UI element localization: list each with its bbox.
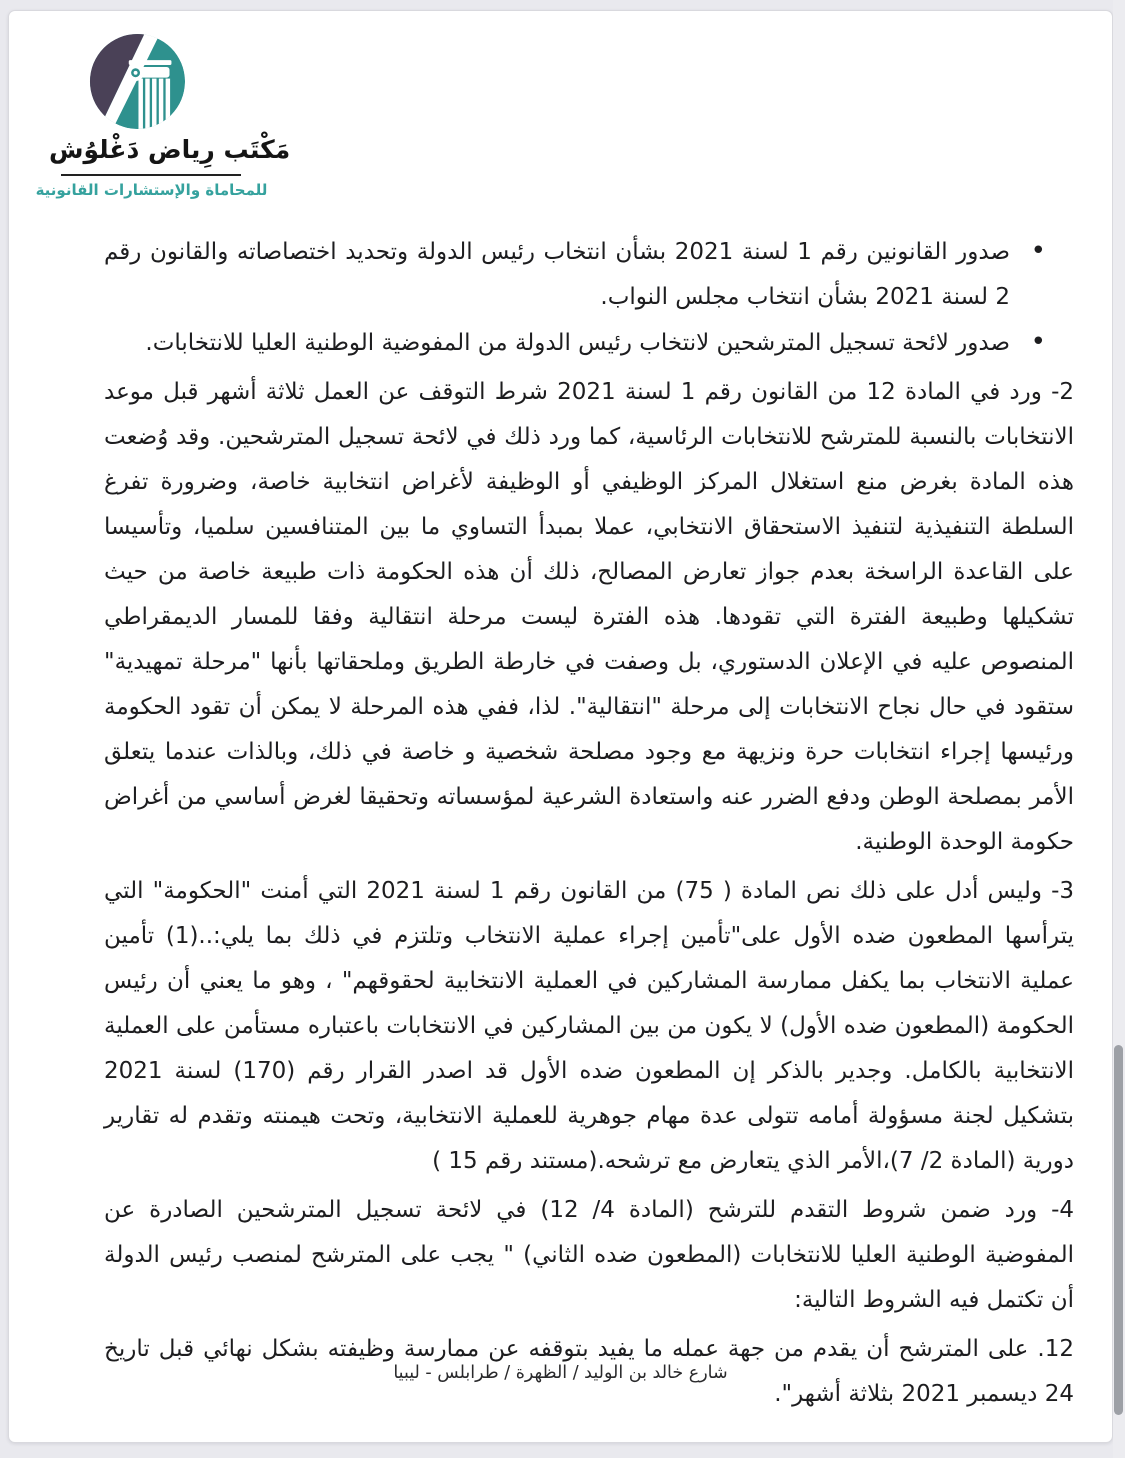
bullet-list (104, 229, 1046, 366)
paragraph-text: على المترشح أن يقدم من جهة عمله ما يفيد بتوقفه عن ممارسة وظيفته بشكل نهائي قبل تاريخ 24 ديسمبر 2021 بثلاثة أشهر". (104, 1336, 1074, 1407)
paragraph-number: 12. (1037, 1336, 1075, 1362)
document-page (8, 10, 1113, 1443)
office-tagline: للمحاماة والإستشارات القانونية (35, 181, 268, 199)
paragraph-4 (104, 1188, 1074, 1323)
paragraph-text: ورد في المادة 12 من القانون رقم 1 لسنة 2021 شرط التوقف عن العمل ثلاثة أشهر قبل موعد الانتخابات بالنسبة للمترشح للانتخابات الرئاسية، كما ورد ذلك في لائحة تسجيل المترشحين. وقد وُضعت هذه المادة بغرض منع استغلال المركز الوظيفي أو الوظيفة لأغراض انتخابية خاصة، وضرورة تفرغ السلطة التنفيذية لتنفيذ الاستحقاق الانتخابي، عملا بمبدأ التساوي ما بين المتنافسين سلميا، وتأسيسا على القاعدة الراسخة بعدم جواز تعارض المصالح، ذلك أن هذه الحكومة ذات طبيعة خاصة من حيث تشكيلها وطبيعة الفترة التي تقودها. هذه الفترة ليست مرحلة انتقالية وفقا للمسار الديمقراطي المنصوص عليه في الإعلان الدستوري، بل وصفت في خارطة الطريق وملحقاتها بأنها "مرحلة تمهيدية" ستقود في حال نجاح الانتخابات إلى مرحلة "انتقالية". لذا، ففي هذه المرحلة لا يمكن أن تقود الحكومة ورئيسها إجراء انتخابات حرة ونزيهة مع وجود مصلحة شخصية و خاصة في ذلك، وبالذات عندما يتعلق الأمر بمصلحة الوطن ودفع الضرر عنه واستعادة الشرعية لمؤسساته وتحقيقا لغرض أساسي من أغراض حكومة الوحدة الوطنية. (104, 379, 1074, 855)
scrollbar[interactable] (1113, 0, 1125, 1458)
paragraph-number: 4- (1051, 1197, 1075, 1223)
paragraph-number: 2- (1051, 379, 1075, 405)
footer-address: شارع خالد بن الوليد / الظهرة / طرابلس - ليبيا (393, 1363, 728, 1383)
paragraph-2 (104, 370, 1074, 865)
paragraph-number: 3- (1051, 878, 1075, 904)
paragraph-text: وليس أدل على ذلك نص المادة ( 75) من القانون رقم 1 لسنة 2021 التي أمنت "الحكومة" التي يترأسها المطعون ضده الأول على"تأمين إجراء عملية الانتخاب وتلتزم في ذلك بما يلي:..(1) تأمين عملية الانتخاب بما يكفل ممارسة المشاركين في العملية الانتخابية لحقوقهم" ، وهو ما يعني أن رئيس الحكومة (المطعون ضده الأول) لا يكون من بين المشاركين في الانتخابات باعتباره مستأمن على العملية الانتخابية بالكامل. وجدير بالذكر إن المطعون ضده الأول قد اصدر القرار رقم (170) لسنة 2021 بتشكيل لجنة مسؤولة أمامه تتولى عدة مهام جوهرية للعملية الانتخابية، وتحت هيمنته وتقدم له تقارير دورية (المادة 2/ 7)،الأمر الذي يتعارض مع ترشحه.(مستند رقم 15 ) (104, 878, 1074, 1174)
letterhead-divider (61, 174, 241, 176)
list-item: • صدور لائحة تسجيل المترشحين لانتخاب رئيس الدولة من المفوضية الوطنية العليا للانتخابات. (104, 320, 1046, 366)
paragraph-3 (104, 869, 1074, 1184)
office-name: مَكْتَب رِياض دَغْلوُش (49, 135, 291, 164)
document-body (104, 229, 1074, 1417)
paragraph-text: ورد ضمن شروط التقدم للترشح (المادة 4/ 12) في لائحة تسجيل المترشحين الصادرة عن المفوضية الوطنية العليا للانتخابات (المطعون ضده الثاني) " يجب على المترشح لمنصب رئيس الدولة أن تكتمل فيه الشروط التالية: (104, 1197, 1074, 1313)
list-item: • صدور القانونين رقم 1 لسنة 2021 بشأن انتخاب رئيس الدولة وتحديد اختصاصاته والقانون رقم 2 لسنة 2021 بشأن انتخاب مجلس النواب. (104, 229, 1046, 320)
law-office-logo-icon (89, 33, 186, 130)
scrollbar-thumb[interactable] (1114, 1045, 1123, 1415)
